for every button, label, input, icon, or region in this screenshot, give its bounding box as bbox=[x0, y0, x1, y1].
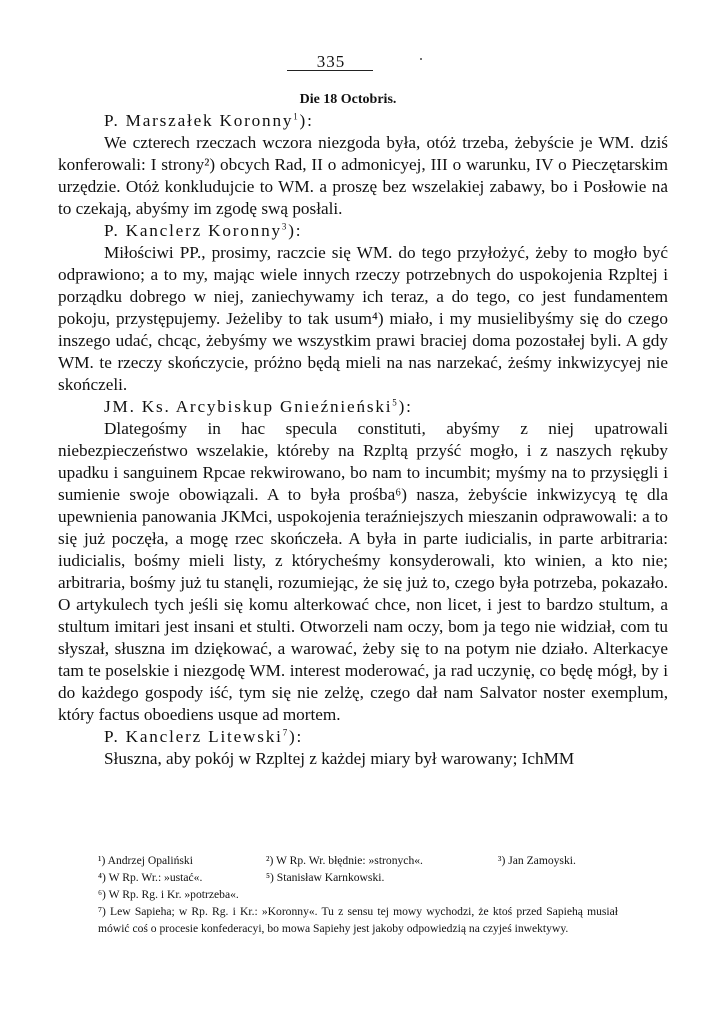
page-number-underline bbox=[287, 70, 373, 71]
speaker-heading: P. Marszałek Koronny$^1$): bbox=[104, 111, 314, 130]
footnote: ¹) Andrzej Opaliński bbox=[98, 854, 193, 867]
footnote: ⁶) W Rp. Rg. i Kr. »potrzeba«. bbox=[98, 888, 239, 901]
main-text bbox=[58, 110, 668, 770]
footnote: ³) Jan Zamoyski. bbox=[498, 854, 576, 867]
footnote: ⁷) Lew Sapieha; w Rp. Rg. i Kr.: »Koronny«. Tu z sensu tej mowy wychodzi, że ktoś przed Sapiehą musiał mówić coś o procesie konfederacyi, bo mowa Sapiehy jest jakoby odpowiedzią na czyjeś inwektywy. bbox=[98, 905, 618, 935]
footnote: ⁴) W Rp. Wr.: »ustać«. bbox=[98, 871, 203, 884]
paragraph: Dlategośmy in hac specula constituti, abyśmy z niej upatrowali niebezpieczeństwo wszelakie, któreby na Rzpltą przyść mogło, i z naszych rękuby upadku i sanguinem Rpcae rekwirowano, bo nam to incumbit; myśmy na to przysięgli i sumienie swoje obowiązali. A to była prośba⁶) nasza, żebyście inkwizycyą tę dla upewnienia panowania JKMci, uspokojenia teraźniejszych mieszanin odprawowali: a to się już poczęła, a mogę rzec skończeła. A była in parte iudicialis, in parte arbitraria: iudicialis, bośmy mieli listy, z którycheśmy konsyderowali, kto winien, a kto nie; arbitraria, bośmy już tu stanęli, rozumiejąc, że się już to, czego była potrzeba, pokazało. O artykulech tych jeśli się komu alterkować chce, non licet, i jest to bardzo stultum, a stultum imitari jest insani et stulti. Otworzeli nam oczy, bom ja tego nie widział, com tu słyszał, słuszna im dziękować, a warować, żeby się to na potym nie działo. Alterkacye tam te poselskie i niezgodę WM. interest moderować, ja rad uczynię, co będę mógł, by i do każdego gospody iść, tym się nie zelżę, czego dał nam Salvator noster exemplum, który factus oboediens usque ad mortem. bbox=[58, 419, 668, 724]
page-number: 335 bbox=[316, 52, 346, 71]
speaker-heading: P. Kanclerz Koronny$^3$): bbox=[104, 221, 303, 240]
date-heading: Die 18 Octobris. bbox=[299, 92, 397, 107]
speaker-heading: P. Kanclerz Litewski$^7$): bbox=[104, 727, 304, 746]
footnote-row bbox=[98, 869, 618, 886]
footnote: ²) W Rp. Wr. błędnie: »stronych«. bbox=[266, 854, 423, 867]
speaker-heading: JM. Ks. Arcybiskup Gnieźnieński$^5$): bbox=[104, 397, 413, 416]
footnotes bbox=[98, 852, 618, 937]
footnote: ⁵) Stanisław Karnkowski. bbox=[266, 871, 385, 884]
paragraph: Słuszna, aby pokój w Rzpltej z każdej miary był warowany; IchMM bbox=[104, 749, 575, 768]
speck bbox=[420, 58, 422, 60]
paragraph: Miłościwi PP., prosimy, raczcie się WM. do tego przyłożyć, żeby to mogło być odprawiono; a to my, mając wiele innych rzeczy potrzebnych do uspokojenia Rzpltej i porządku dobrego w niej, zaniechywamy ich teraz, a do tego, co jest fundamentem pokoju, przystępujemy. Jeżeliby to tak usum⁴) miało, i my musielibyśmy się do czego inszego udać, chcąc, żebyśmy we wszystkim prawi braciej doma pozostałej byli. A gdy WM. te rzeczy skończycie, próżno będą mieli na nas narzekać, żeśmy inkwizycyej nie skończeli. bbox=[58, 243, 668, 394]
paragraph: We czterech rzeczach wczora niezgoda była, otóż trzeba, żebyście je WM. dziś konferowali: I strony²) obcych Rad, II o admonicyej, III o warunku, IV o Pieczętarskim urzędzie. Otóż konkludujcie to WM. a proszę bez wszelakiej zabawy, bo i Posłowie na to czekają, abyśmy im zgodę swą posłali. bbox=[58, 133, 668, 218]
footnote-row bbox=[98, 852, 618, 869]
